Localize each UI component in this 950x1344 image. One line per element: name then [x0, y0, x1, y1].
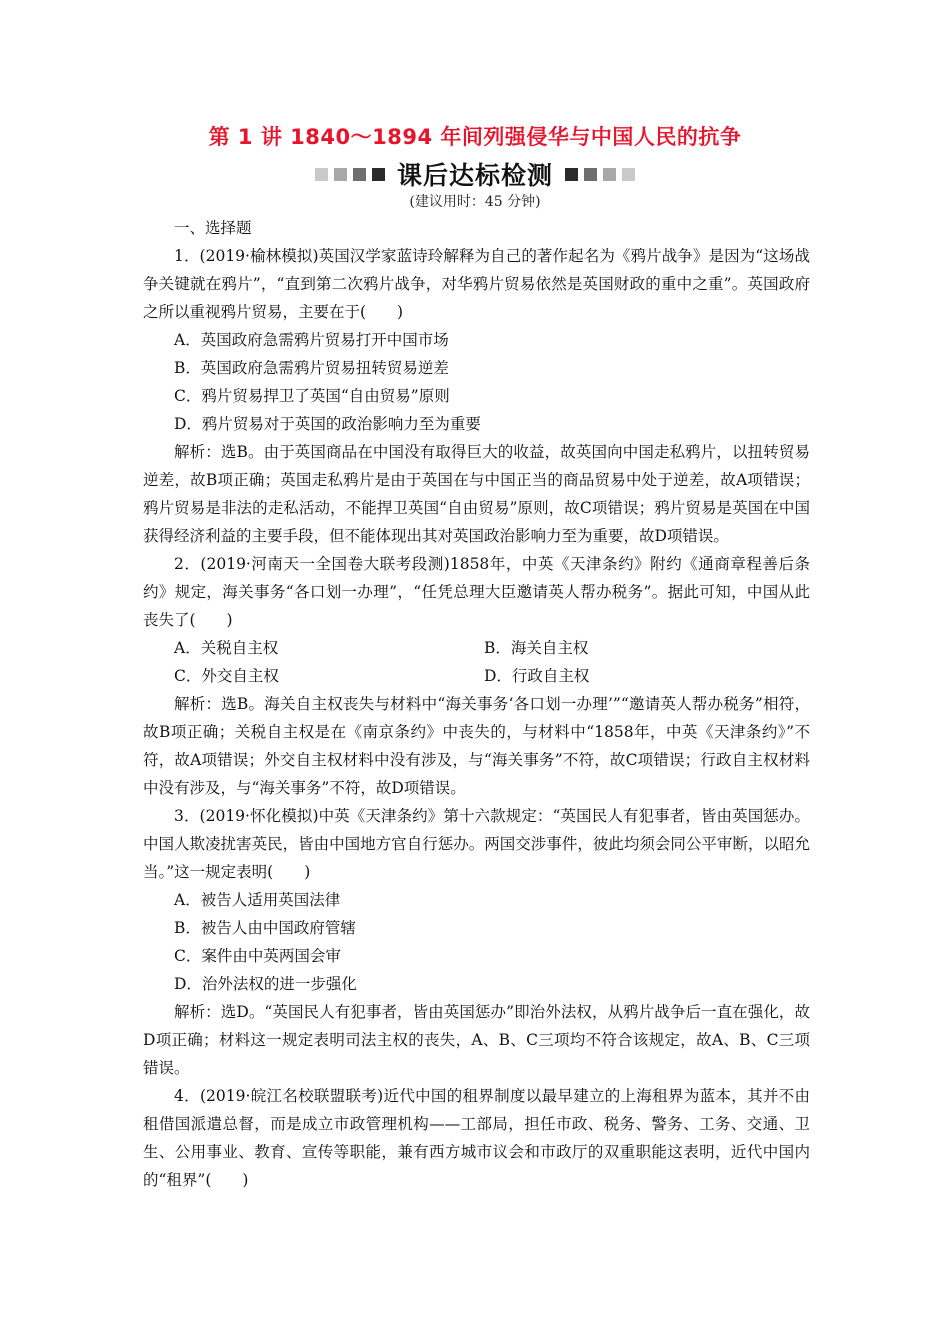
square-icon	[315, 168, 328, 181]
section-banner	[0, 158, 950, 190]
option: A．关税自主权	[174, 639, 279, 657]
option: C．案件由中英两国会审	[174, 947, 341, 965]
square-icon	[584, 168, 597, 181]
option: B．海关自主权	[484, 639, 589, 657]
analysis: 解析：选B。海关自主权丧失与材料中“海关事务‘各口划一办理’”“邀请英人帮办税务”相符，故B项正确；关税自主权是在《南京条约》中丧失的，与材料中“1858年，中英《天津条约》”不符，故A项错误；外交自主权材料中没有涉及，与“海关事务”不符，故C项错误；行政自主权材料中没有涉及，与“海关事务”不符，故D项错误。	[143, 695, 810, 797]
option: D．行政自主权	[484, 667, 590, 685]
square-icon	[353, 168, 366, 181]
option: B．被告人由中国政府管辖	[174, 919, 356, 937]
option: D．鸦片贸易对于英国的政治影响力至为重要	[174, 415, 481, 433]
analysis: 解析：选B。由于英国商品在中国没有取得巨大的收益，故英国向中国走私鸦片，以扭转贸易逆差，故B项正确；英国走私鸦片是由于英国在与中国正当的商品贸易中处于逆差，故A项错误；鸦片贸易是非法的走私活动，不能捍卫英国“自由贸易”原则，故C项错误；鸦片贸易是英国在中国获得经济利益的主要手段，但不能体现出其对英国政治影响力至为重要，故D项错误。	[143, 443, 810, 545]
square-icon	[372, 168, 385, 181]
banner-title: 课后达标检测	[396, 161, 553, 190]
option-row	[143, 634, 810, 662]
banner-squares-left	[315, 168, 385, 181]
question-list	[143, 214, 810, 1194]
page-title: 第 1 讲 1840～1894 年间列强侵华与中国人民的抗争	[208, 125, 742, 149]
option: A．英国政府急需鸦片贸易打开中国市场	[174, 331, 449, 349]
analysis: 解析：选D。“英国民人有犯事者，皆由英国惩办”即治外法权，从鸦片战争后一直在强化，故D项正确；材料这一规定表明司法主权的丧失，A、B、C三项均不符合该规定，故A、B、C三项错误。	[143, 1003, 810, 1077]
square-icon	[603, 168, 616, 181]
option: A．被告人适用英国法律	[174, 891, 341, 909]
option: B．英国政府急需鸦片贸易扭转贸易逆差	[174, 359, 449, 377]
option-row	[143, 662, 810, 690]
section-heading: 一、选择题	[174, 219, 252, 237]
banner-squares-right	[565, 168, 635, 181]
option: C．鸦片贸易捍卫了英国“自由贸易”原则	[174, 387, 450, 405]
question-stem: 3．(2019·怀化模拟)中英《天津条约》第十六款规定：“英国民人有犯事者，皆由英国惩办。中国人欺凌扰害英民，皆由中国地方官自行惩办。两国交涉事件，彼此均须会同公平审断，以昭允当。”这一规定表明( )	[143, 807, 810, 881]
square-icon	[622, 168, 635, 181]
question-stem: 2．(2019·河南天一全国卷大联考段测)1858年，中英《天津条约》附约《通商章程善后条约》规定，海关事务“各口划一办理”，“任凭总理大臣邀请英人帮办税务”。据此可知，中国从此丧失了( )	[143, 555, 810, 629]
square-icon	[565, 168, 578, 181]
square-icon	[334, 168, 347, 181]
time-hint: (建议用时：45 分钟)	[409, 194, 541, 210]
option: C．外交自主权	[174, 667, 279, 685]
question-stem: 1．(2019·榆林模拟)英国汉学家蓝诗玲解释为自己的著作起名为《鸦片战争》是因为“这场战争关键就在鸦片”，“直到第二次鸦片战争，对华鸦片贸易依然是英国财政的重中之重”。英国政府之所以重视鸦片贸易，主要在于( )	[143, 247, 810, 321]
option: D．治外法权的进一步强化	[174, 975, 357, 993]
question-stem: 4．(2019·皖江名校联盟联考)近代中国的租界制度以最早建立的上海租界为蓝本，其并不由租借国派遣总督，而是成立市政管理机构——工部局，担任市政、税务、警务、工务、交通、卫生、公用事业、教育、宣传等职能，兼有西方城市议会和市政厅的双重职能这表明，近代中国内的“租界”( )	[143, 1087, 810, 1189]
